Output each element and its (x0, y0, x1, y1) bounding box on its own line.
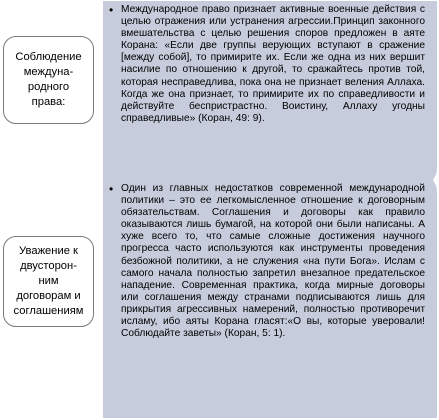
paragraph-treaties-text: Один из главных недостатков современной международной политики – это ее легкомысленное отношение к договорным обязательствам. Соглашения и договоры как правило оказываются лишь бумагой, на которой они были написаны. А хуже всего то, что самые сложные достижения научного прогресса часто используются как инструменты проведения безбожной политики, а не служения «на пути Бога». Ислам с самого начала полностью запретил внезапное предательское нападение. Современная практика, когда мирные договоры или соглашения между странами подписываются лишь для прикрытия агрессивных намерений, полностью противоречит исламу, ибо аяты Корана гласят:«О вы, которые уверовали! Соблюдайте заветы» (Коран, 5: 1). (121, 183, 425, 340)
paragraph-treaties (109, 182, 425, 340)
bullet-icon: • (109, 182, 114, 196)
paragraph-international-law (109, 3, 425, 125)
label-treaties (3, 236, 94, 327)
label-treaties-text: Уважение к двусторон- ним договорам и соглашениям (13, 245, 84, 317)
label-international-law-text: Соблюдение междуна- родного права: (15, 51, 82, 108)
paragraph-international-law-text: Международное право признает активные военные действия с целью отражения или устранения агрессии.Принцип законного вмешательства с целью решения споров предложен в аяте Корана: «Если две группы верующих вступают в сражение [между собой], то примирите их. Если же одна из них вершит насилие по отношению к другой, то сражайтесь против той, которая несправедлива, пока она не признает веления Аллаха. Когда же она признает, то примирите их по справедливости и действуйте беспристрастно. Воистину, Аллаху угодны справедливые» (Коран, 49: 9). (121, 4, 425, 124)
bullet-icon: • (109, 3, 114, 17)
label-international-law (3, 36, 94, 124)
